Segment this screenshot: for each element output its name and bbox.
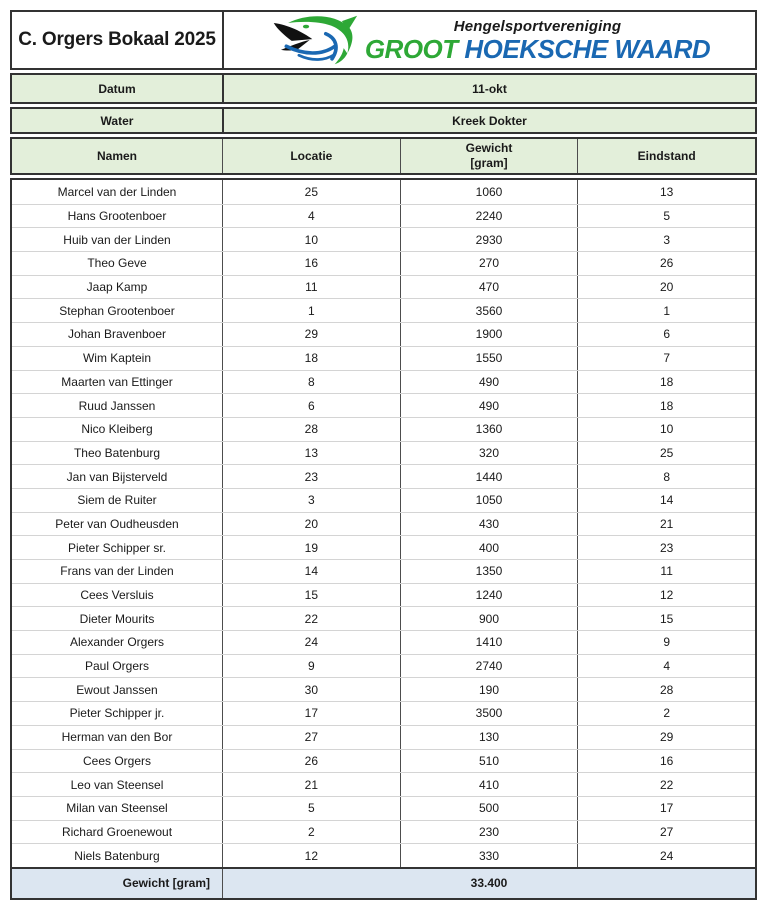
logo-text xyxy=(365,19,710,62)
water-row xyxy=(10,107,757,134)
column-header-gewicht-unit: [gram] xyxy=(470,156,508,170)
table-row xyxy=(12,180,755,204)
locatie-cell: 20 xyxy=(222,513,400,536)
gewicht-cell: 1360 xyxy=(400,418,578,441)
page-title: C. Orgers Bokaal 2025 xyxy=(18,29,216,50)
column-header-gewicht-label: Gewicht xyxy=(465,141,513,155)
table-row xyxy=(12,725,755,749)
eindstand-cell: 1 xyxy=(577,299,755,322)
column-header-locatie-label: Locatie xyxy=(290,148,333,163)
table-row xyxy=(12,559,755,583)
name-cell: Paul Orgers xyxy=(84,659,150,674)
eindstand-cell: 17 xyxy=(577,797,755,820)
locatie-cell: 11 xyxy=(222,276,400,299)
name-cell: Leo van Steensel xyxy=(70,777,164,792)
datum-row xyxy=(10,73,757,104)
gewicht-cell: 490 xyxy=(400,371,578,394)
total-label: Gewicht [gram] xyxy=(122,876,210,891)
eindstand-cell: 26 xyxy=(577,252,755,275)
gewicht-cell: 330 xyxy=(400,844,578,867)
logo-subtitle: Hengelsportvereniging xyxy=(453,17,622,35)
table-row xyxy=(12,227,755,251)
gewicht-cell: 470 xyxy=(400,276,578,299)
column-header-namen xyxy=(12,139,222,173)
name-cell: Alexander Orgers xyxy=(69,635,165,650)
eindstand-cell: 2 xyxy=(577,702,755,725)
eindstand-cell: 9 xyxy=(577,631,755,654)
logo-title-hoeksche-waard: HOEKSCHE WAARD xyxy=(464,33,711,64)
name-cell: Cees Orgers xyxy=(82,753,152,768)
eindstand-cell: 20 xyxy=(577,276,755,299)
table-row xyxy=(12,298,755,322)
locatie-cell: 14 xyxy=(222,560,400,583)
table-row xyxy=(12,488,755,512)
total-value: 33.400 xyxy=(222,869,755,898)
table-row xyxy=(12,820,755,844)
gewicht-cell: 3560 xyxy=(400,299,578,322)
name-cell: Pieter Schipper jr. xyxy=(69,706,165,721)
name-cell: Niels Batenburg xyxy=(74,848,160,863)
gewicht-cell: 1240 xyxy=(400,584,578,607)
table-row xyxy=(12,630,755,654)
locatie-cell: 12 xyxy=(222,844,400,867)
gewicht-cell: 270 xyxy=(400,252,578,275)
locatie-cell: 1 xyxy=(222,299,400,322)
results-data xyxy=(10,178,757,900)
table-row xyxy=(12,464,755,488)
locatie-cell: 13 xyxy=(222,442,400,465)
table-row xyxy=(12,677,755,701)
eindstand-cell: 11 xyxy=(577,560,755,583)
name-cell: Johan Bravenboer xyxy=(67,327,167,342)
name-cell: Stephan Grootenboer xyxy=(59,303,175,318)
gewicht-cell: 1410 xyxy=(400,631,578,654)
locatie-cell: 8 xyxy=(222,371,400,394)
name-cell: Siem de Ruiter xyxy=(77,493,157,508)
gewicht-cell: 230 xyxy=(400,821,578,844)
table-row xyxy=(12,772,755,796)
eindstand-cell: 21 xyxy=(577,513,755,536)
name-cell: Milan van Steensel xyxy=(66,801,168,816)
table-row xyxy=(12,204,755,228)
gewicht-cell: 1550 xyxy=(400,347,578,370)
eindstand-cell: 6 xyxy=(577,323,755,346)
eindstand-cell: 14 xyxy=(577,489,755,512)
datum-value: 11-okt xyxy=(222,75,755,102)
locatie-cell: 30 xyxy=(222,678,400,701)
logo-title-groot: GROOT xyxy=(364,33,458,64)
name-cell: Frans van der Linden xyxy=(60,564,174,579)
locatie-cell: 19 xyxy=(222,536,400,559)
table-row xyxy=(12,370,755,394)
table-row xyxy=(12,701,755,725)
name-cell: Dieter Mourits xyxy=(79,611,155,626)
gewicht-cell: 510 xyxy=(400,750,578,773)
name-cell: Hans Grootenboer xyxy=(67,209,167,224)
name-cell: Cees Versluis xyxy=(80,588,154,603)
table-row xyxy=(12,346,755,370)
gewicht-cell: 490 xyxy=(400,394,578,417)
name-cell: Jaap Kamp xyxy=(86,280,148,295)
eindstand-cell: 25 xyxy=(577,442,755,465)
locatie-cell: 15 xyxy=(222,584,400,607)
name-cell: Pieter Schipper sr. xyxy=(67,540,167,555)
name-cell: Theo Batenburg xyxy=(73,445,161,460)
locatie-cell: 4 xyxy=(222,205,400,228)
eindstand-cell: 4 xyxy=(577,655,755,678)
column-header-namen-label: Namen xyxy=(96,148,137,163)
pike-fish-icon xyxy=(269,14,361,66)
gewicht-cell: 2740 xyxy=(400,655,578,678)
gewicht-cell: 2240 xyxy=(400,205,578,228)
gewicht-cell: 1060 xyxy=(400,180,578,204)
gewicht-cell: 1900 xyxy=(400,323,578,346)
table-row xyxy=(12,796,755,820)
gewicht-cell: 2930 xyxy=(400,228,578,251)
name-cell: Marcel van der Linden xyxy=(57,184,177,199)
locatie-cell: 27 xyxy=(222,726,400,749)
table-row xyxy=(12,322,755,346)
locatie-cell: 22 xyxy=(222,607,400,630)
eindstand-cell: 13 xyxy=(577,180,755,204)
locatie-cell: 26 xyxy=(222,750,400,773)
eindstand-cell: 23 xyxy=(577,536,755,559)
name-cell: Herman van den Bor xyxy=(61,730,173,745)
name-cell: Theo Geve xyxy=(87,256,147,271)
eindstand-cell: 10 xyxy=(577,418,755,441)
table-row xyxy=(12,583,755,607)
gewicht-cell: 130 xyxy=(400,726,578,749)
club-logo xyxy=(222,12,755,68)
gewicht-cell: 190 xyxy=(400,678,578,701)
locatie-cell: 21 xyxy=(222,773,400,796)
table-row xyxy=(12,535,755,559)
locatie-cell: 6 xyxy=(222,394,400,417)
locatie-cell: 2 xyxy=(222,821,400,844)
name-cell: Huib van der Linden xyxy=(63,232,171,247)
water-value: Kreek Dokter xyxy=(222,109,755,132)
name-cell: Ewout Janssen xyxy=(76,682,158,697)
locatie-cell: 24 xyxy=(222,631,400,654)
column-header-locatie xyxy=(222,139,400,173)
logo-title xyxy=(364,33,711,64)
column-header-row xyxy=(10,137,757,175)
name-cell: Maarten van Ettinger xyxy=(61,374,173,389)
eindstand-cell: 24 xyxy=(577,844,755,867)
table-row xyxy=(12,417,755,441)
eindstand-cell: 18 xyxy=(577,394,755,417)
table-row xyxy=(12,441,755,465)
locatie-cell: 16 xyxy=(222,252,400,275)
datum-label: Datum xyxy=(98,81,136,96)
table-row xyxy=(12,843,755,867)
table-row xyxy=(12,654,755,678)
locatie-cell: 18 xyxy=(222,347,400,370)
column-header-eindstand xyxy=(577,139,755,173)
results-body xyxy=(12,180,755,867)
eindstand-cell: 5 xyxy=(577,205,755,228)
locatie-cell: 9 xyxy=(222,655,400,678)
gewicht-cell: 1350 xyxy=(400,560,578,583)
locatie-cell: 25 xyxy=(222,180,400,204)
table-row xyxy=(12,393,755,417)
gewicht-cell: 3500 xyxy=(400,702,578,725)
locatie-cell: 10 xyxy=(222,228,400,251)
locatie-cell: 3 xyxy=(222,489,400,512)
eindstand-cell: 16 xyxy=(577,750,755,773)
gewicht-cell: 410 xyxy=(400,773,578,796)
gewicht-cell: 1050 xyxy=(400,489,578,512)
title-row xyxy=(10,10,757,70)
eindstand-cell: 3 xyxy=(577,228,755,251)
eindstand-cell: 28 xyxy=(577,678,755,701)
gewicht-cell: 900 xyxy=(400,607,578,630)
eindstand-cell: 22 xyxy=(577,773,755,796)
column-header-eindstand-label: Eindstand xyxy=(637,148,696,163)
gewicht-cell: 430 xyxy=(400,513,578,536)
table-row xyxy=(12,512,755,536)
water-label: Water xyxy=(100,113,134,128)
name-cell: Ruud Janssen xyxy=(78,398,156,413)
eindstand-cell: 27 xyxy=(577,821,755,844)
locatie-cell: 23 xyxy=(222,465,400,488)
results-table xyxy=(10,10,757,900)
gewicht-cell: 500 xyxy=(400,797,578,820)
eindstand-cell: 29 xyxy=(577,726,755,749)
table-row xyxy=(12,275,755,299)
table-row xyxy=(12,606,755,630)
eindstand-cell: 7 xyxy=(577,347,755,370)
name-cell: Peter van Oudheusden xyxy=(55,516,179,531)
eindstand-cell: 15 xyxy=(577,607,755,630)
total-row xyxy=(12,867,755,898)
gewicht-cell: 320 xyxy=(400,442,578,465)
column-header-gewicht xyxy=(400,139,578,173)
table-row xyxy=(12,251,755,275)
eindstand-cell: 8 xyxy=(577,465,755,488)
eindstand-cell: 12 xyxy=(577,584,755,607)
name-cell: Nico Kleiberg xyxy=(81,422,153,437)
table-row xyxy=(12,749,755,773)
locatie-cell: 17 xyxy=(222,702,400,725)
locatie-cell: 5 xyxy=(222,797,400,820)
gewicht-cell: 1440 xyxy=(400,465,578,488)
name-cell: Richard Groenewout xyxy=(61,824,173,839)
gewicht-cell: 400 xyxy=(400,536,578,559)
name-cell: Jan van Bijsterveld xyxy=(66,469,168,484)
name-cell: Wim Kaptein xyxy=(82,351,152,366)
eindstand-cell: 18 xyxy=(577,371,755,394)
locatie-cell: 29 xyxy=(222,323,400,346)
locatie-cell: 28 xyxy=(222,418,400,441)
